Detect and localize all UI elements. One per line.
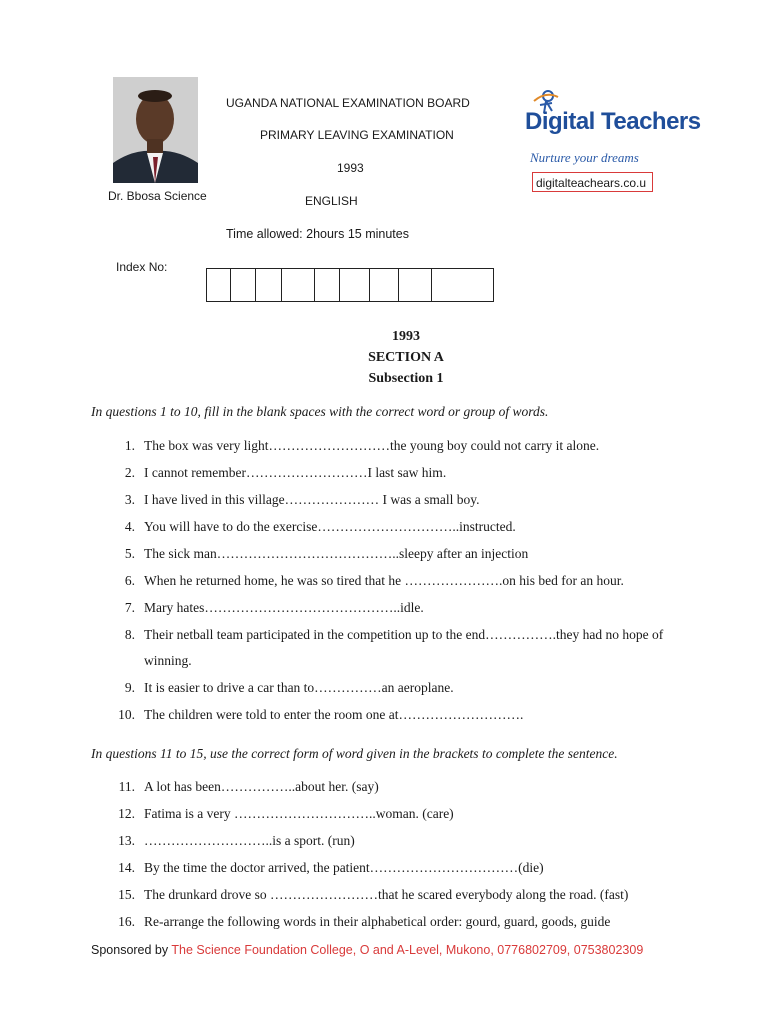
question-item: [91, 464, 691, 491]
logo-wordmark: Digital Teachers: [525, 108, 701, 135]
exam-board-title: UGANDA NATIONAL EXAMINATION BOARD: [226, 96, 470, 110]
question-number: 2.: [124, 465, 135, 480]
section-title: SECTION A: [368, 350, 444, 365]
index-box[interactable]: [231, 269, 256, 301]
question-text: Mary hates……………………………………..idle.: [144, 600, 424, 615]
question-text: ………………………..is a sport. (run): [144, 833, 355, 848]
question-item: [91, 437, 691, 464]
exam-name: PRIMARY LEAVING EXAMINATION: [260, 128, 454, 142]
question-text: By the time the doctor arrived, the patient……………………………(die): [144, 860, 544, 875]
section-year: 1993: [392, 329, 420, 344]
question-list-part1: [91, 437, 691, 733]
question-text: Their netball team participated in the competition up to the end…………….they had no hope of winning.: [144, 627, 664, 668]
subsection-title: Subsection 1: [368, 371, 444, 386]
sponsor-footer: [91, 943, 643, 957]
question-number: 5.: [124, 546, 135, 561]
index-box[interactable]: [399, 269, 432, 301]
question-number: 6.: [124, 573, 135, 588]
question-number: 11.: [118, 779, 135, 794]
index-number-boxes[interactable]: [206, 268, 494, 302]
sponsor-prefix: Sponsored by: [91, 943, 172, 957]
question-item: [91, 679, 691, 706]
question-text: Re-arrange the following words in their alphabetical order: gourd, guard, goods, guide: [144, 914, 611, 929]
logo-tagline: Nurture your dreams: [530, 150, 639, 165]
question-item: [91, 706, 691, 733]
index-box[interactable]: [256, 269, 282, 301]
question-number: 13.: [118, 833, 135, 848]
author-photo: [113, 77, 198, 183]
time-allowed: Time allowed: 2hours 15 minutes: [226, 227, 409, 241]
question-text: You will have to do the exercise…………………………..instructed.: [144, 519, 516, 534]
index-box[interactable]: [340, 269, 370, 301]
question-item: [91, 913, 691, 940]
index-box[interactable]: [370, 269, 399, 301]
question-text: I cannot remember………………………I last saw him.: [144, 465, 447, 480]
question-number: 14.: [118, 860, 135, 875]
index-box[interactable]: [282, 269, 315, 301]
question-number: 16.: [118, 914, 135, 929]
question-number: 12.: [118, 806, 135, 821]
exam-subject: ENGLISH: [305, 194, 358, 208]
question-number: 7.: [124, 600, 135, 615]
question-text: I have lived in this village………………… I was a small boy.: [144, 492, 480, 507]
question-item: [91, 886, 691, 913]
question-text: The drunkard drove so ……………………that he scared everybody along the road. (fast): [144, 887, 629, 902]
question-item: [91, 545, 691, 572]
question-number: 15.: [118, 887, 135, 902]
question-number: 3.: [124, 492, 135, 507]
question-text: The sick man…………………………………..sleepy after an injection: [144, 546, 529, 561]
index-box[interactable]: [207, 269, 231, 301]
instruction-part2: In questions 11 to 15, use the correct form of word given in the brackets to complete the sentence.: [91, 746, 618, 761]
index-box[interactable]: [315, 269, 340, 301]
question-list-part2: [91, 778, 691, 940]
exam-year: 1993: [337, 161, 364, 175]
question-item: [91, 626, 691, 679]
question-number: 9.: [124, 680, 135, 695]
photo-caption: Dr. Bbosa Science: [108, 189, 207, 203]
question-item: [91, 778, 691, 805]
question-text: A lot has been……………..about her. (say): [144, 779, 379, 794]
question-number: 10.: [118, 707, 135, 722]
question-text: The box was very light………………………the young boy could not carry it alone.: [144, 438, 600, 453]
question-number: 4.: [124, 519, 135, 534]
index-number-label: Index No:: [116, 260, 168, 274]
question-number: 1.: [124, 438, 135, 453]
question-text: Fatima is a very …………………………..woman. (care): [144, 806, 454, 821]
question-text: It is easier to drive a car than to……………an aeroplane.: [144, 680, 454, 695]
website-link[interactable]: digitalteachears.co.u: [532, 172, 653, 192]
question-item: [91, 491, 691, 518]
index-box[interactable]: [432, 269, 494, 301]
question-item: [91, 518, 691, 545]
sponsor-name: The Science Foundation College, O and A-Level, Mukono, 0776802709, 0753802309: [171, 943, 644, 957]
question-item: [91, 572, 691, 599]
question-text: When he returned home, he was so tired that he ………………….on his bed for an hour.: [144, 573, 624, 588]
question-text: The children were told to enter the room one at……………………….: [144, 707, 524, 722]
question-item: [91, 832, 691, 859]
question-item: [91, 805, 691, 832]
question-item: [91, 859, 691, 886]
instruction-part1: In questions 1 to 10, fill in the blank spaces with the correct word or group of words.: [91, 404, 549, 419]
question-number: 8.: [124, 627, 135, 642]
